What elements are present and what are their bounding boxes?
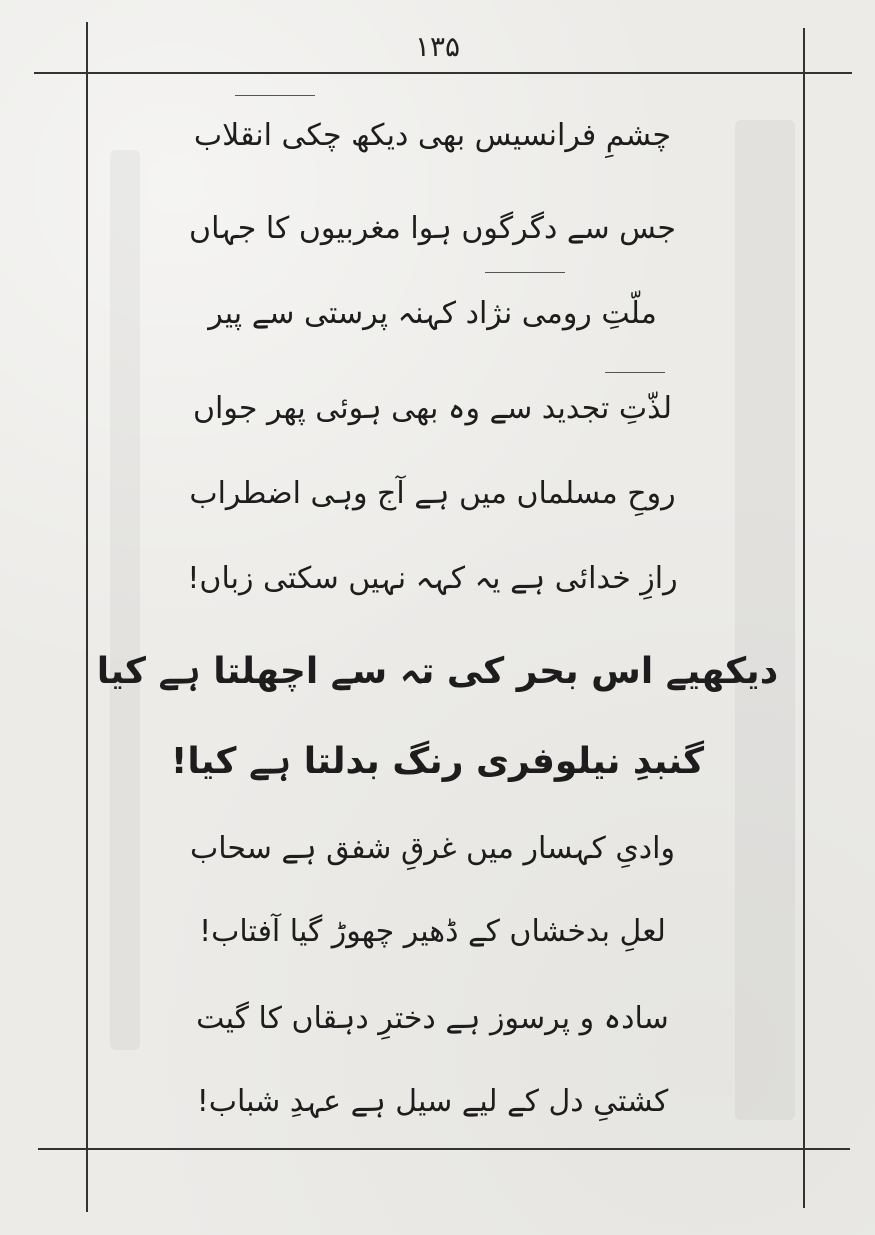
verse-line-2: جس سے دگرگوں ہوا مغربیوں کا جہاں bbox=[189, 211, 676, 246]
verse-line-8: گنبدِ نیلوفری رنگ بدلتا ہے کیا! bbox=[170, 741, 705, 782]
verse-line-10: لعلِ بدخشاں کے ڈھیر چھوڑ گیا آفتاب! bbox=[199, 914, 666, 949]
verse-line-9: وادیِ کہسار میں غرقِ شفق ہے سحاب bbox=[190, 831, 675, 866]
verse-line-7: دیکھیے اس بحر کی تہ سے اچھلتا ہے کیا bbox=[96, 651, 779, 692]
show-through-right bbox=[735, 120, 795, 1120]
verse-line-3: ملّتِ رومی نژاد کہنہ پرستی سے پیر bbox=[208, 296, 657, 331]
verse-overline bbox=[605, 372, 665, 373]
left-rule bbox=[86, 22, 88, 1212]
verse-line-1: چشمِ فرانسیس بھی دیکھ چکی انقلاب bbox=[193, 118, 672, 153]
verse-line-12: کشتیِ دل کے لیے سیل ہے عہدِ شباب! bbox=[196, 1084, 669, 1119]
bottom-rule bbox=[38, 1148, 850, 1150]
verse-overline bbox=[485, 272, 565, 273]
page-number: ۱۳۵ bbox=[414, 30, 461, 63]
verse-line-5: روحِ مسلماں میں ہے آج وہی اضطراب bbox=[189, 476, 676, 511]
right-rule bbox=[803, 28, 805, 1208]
show-through-left bbox=[110, 150, 140, 1050]
top-rule bbox=[34, 72, 852, 74]
verse-line-6: رازِ خدائی ہے یہ کہہ نہیں سکتی زباں! bbox=[187, 561, 678, 596]
verse-line-11: سادہ و پرسوز ہے دخترِ دہقاں کا گیت bbox=[196, 1001, 669, 1036]
verse-line-4: لذّتِ تجدید سے وہ بھی ہوئی پھر جواں bbox=[193, 391, 672, 426]
verse-overline bbox=[235, 95, 315, 96]
